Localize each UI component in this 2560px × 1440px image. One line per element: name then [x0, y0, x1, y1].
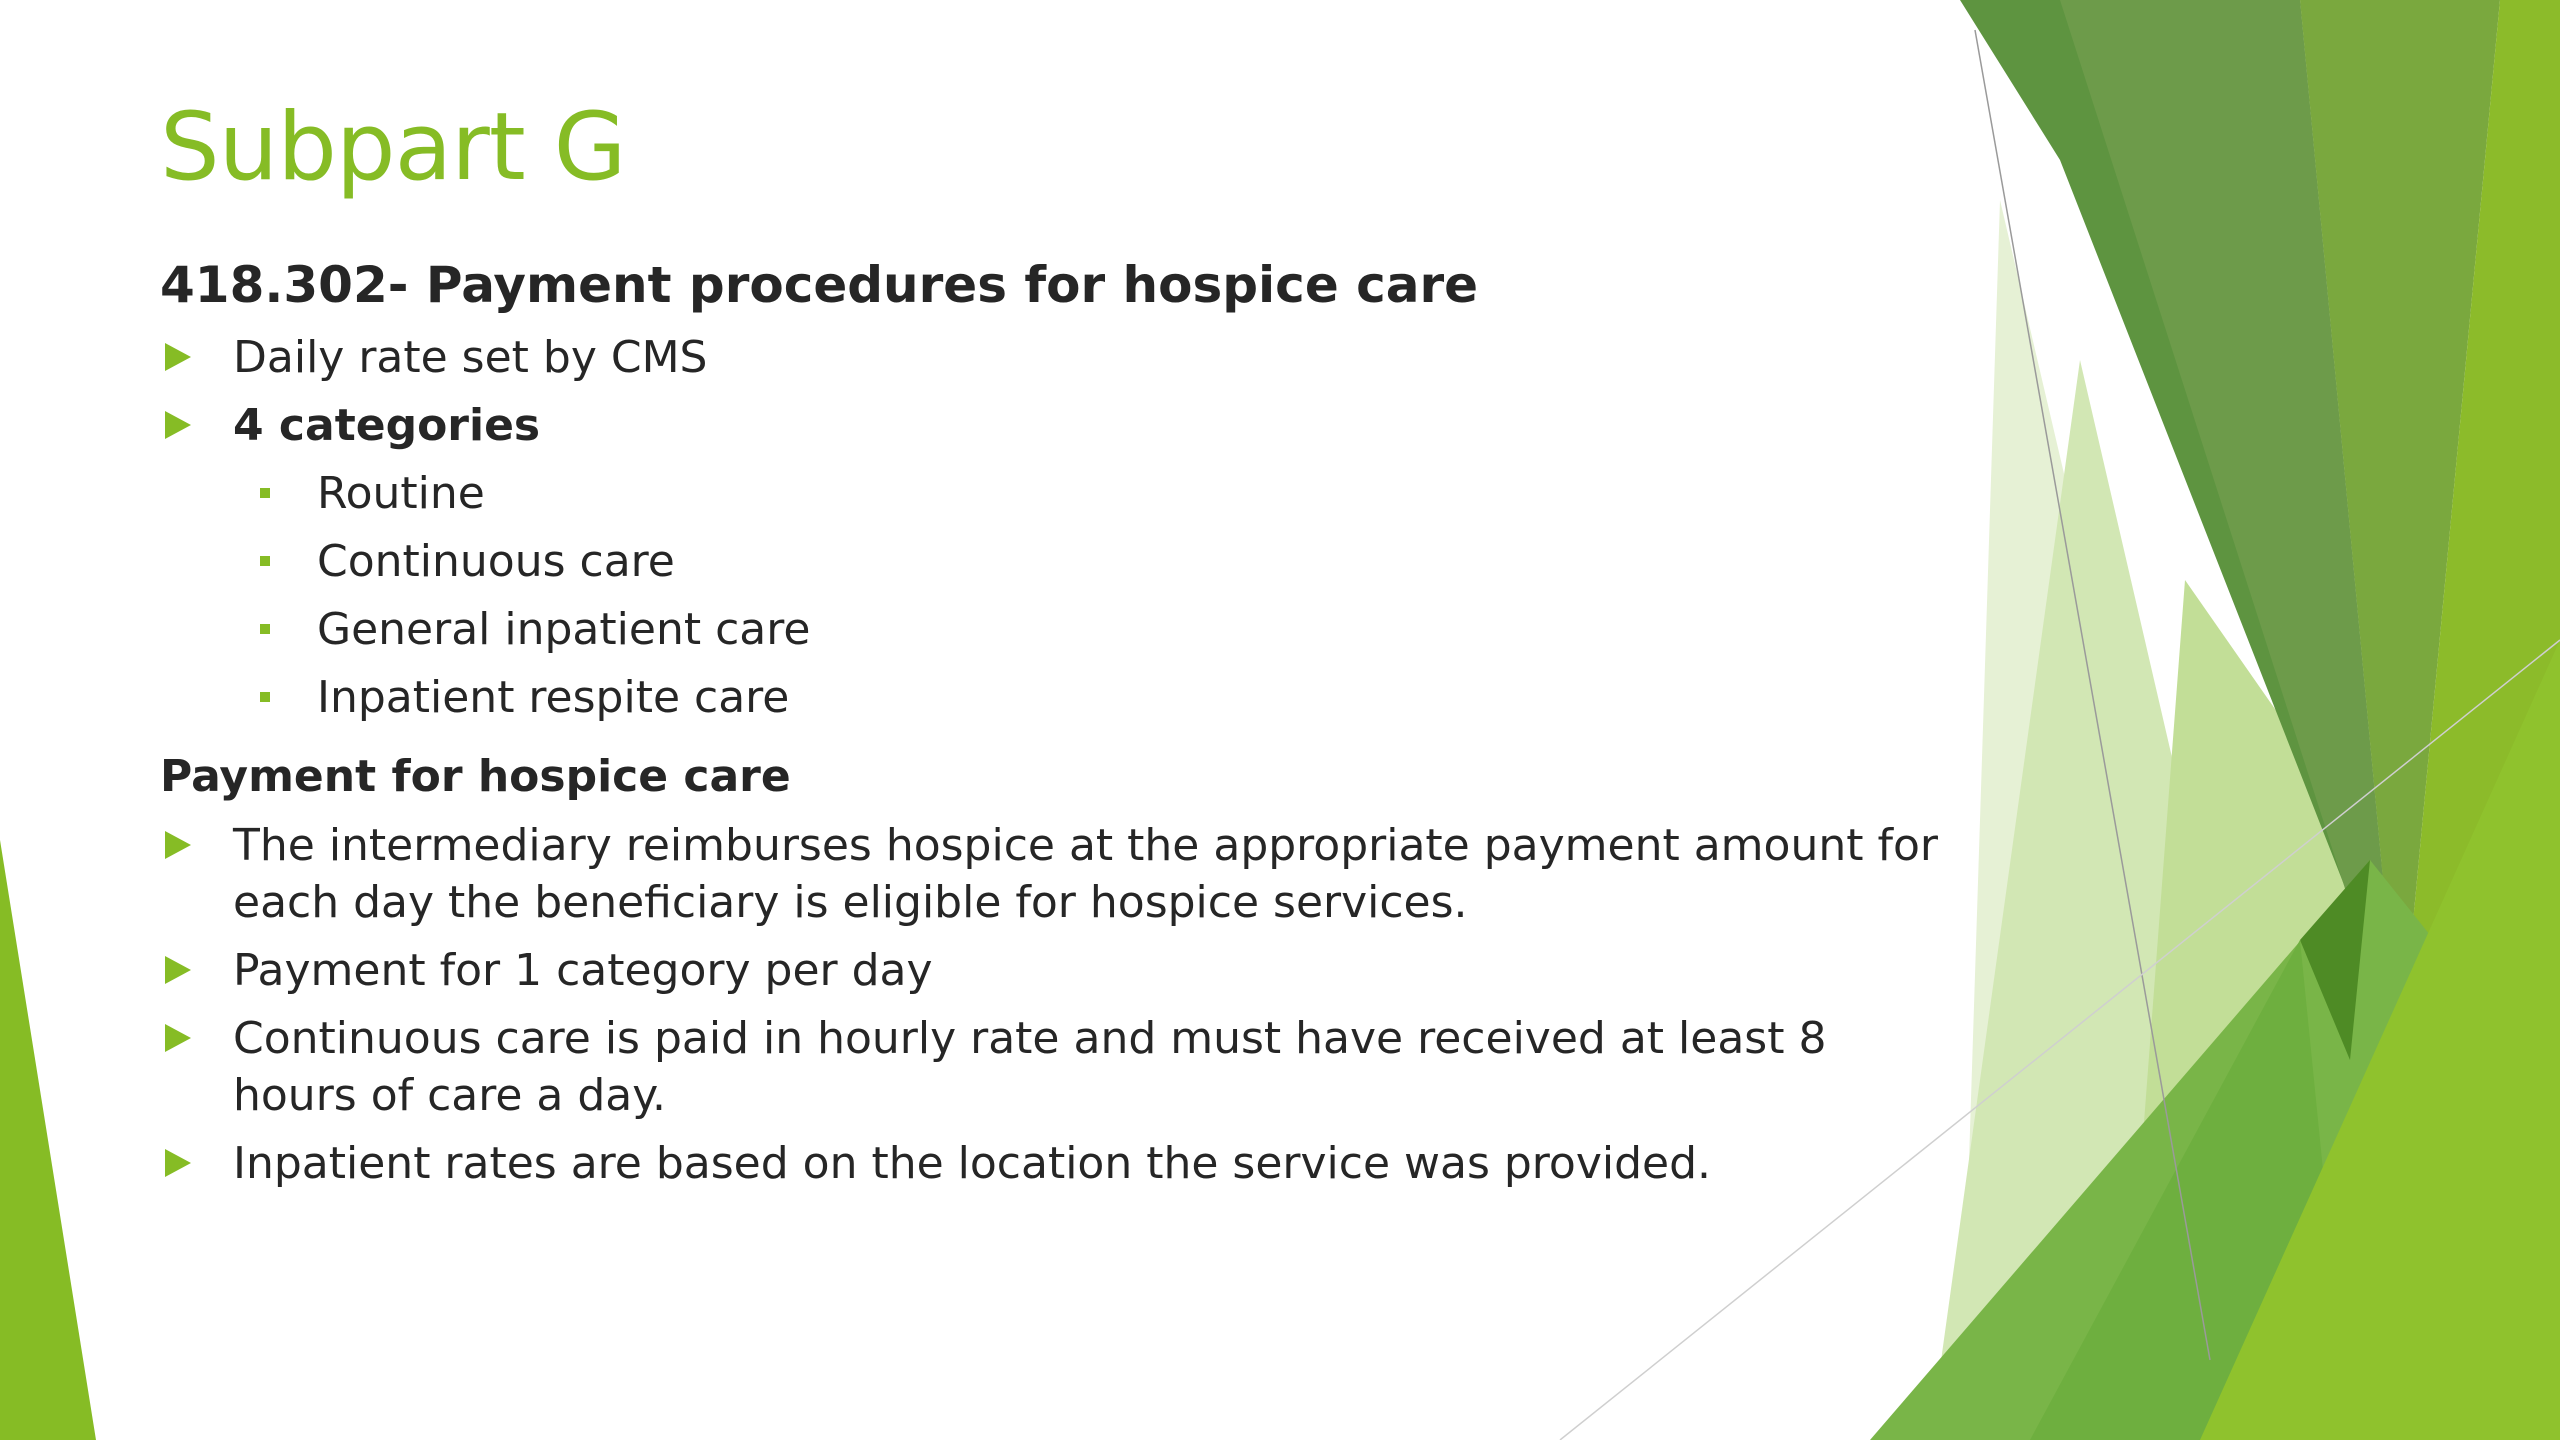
list-item	[160, 601, 1960, 658]
list-item	[160, 329, 1960, 386]
list-item-text: General inpatient care	[317, 604, 811, 655]
payment-for-hospice-list	[160, 817, 1960, 1192]
list-item	[160, 1010, 1960, 1124]
square-bullet-icon	[260, 624, 270, 634]
payment-procedures-list	[160, 329, 1960, 454]
categories-list	[160, 465, 1960, 726]
arrow-bullet-icon	[165, 343, 191, 371]
slide-title: Subpart G	[160, 93, 626, 202]
list-item	[160, 1135, 1960, 1192]
list-item-text: Daily rate set by CMS	[233, 332, 708, 383]
slide-content	[160, 248, 1960, 1203]
list-item-text: The intermediary reimburses hospice at the appropriate payment amount for each day the beneficiary is eligible for hospice services.	[233, 820, 1938, 928]
arrow-bullet-icon	[165, 1149, 191, 1177]
section-heading-payment-for-hospice: Payment for hospice care	[160, 751, 791, 802]
square-bullet-icon	[260, 692, 270, 702]
square-bullet-icon	[260, 488, 270, 498]
list-item	[160, 669, 1960, 726]
arrow-bullet-icon	[165, 831, 191, 859]
list-item	[160, 942, 1960, 999]
list-item-text: Inpatient rates are based on the location the service was provided.	[233, 1138, 1712, 1189]
list-item-text: Routine	[317, 468, 485, 519]
list-item	[160, 465, 1960, 522]
arrow-bullet-icon	[165, 411, 191, 439]
list-item-text: Payment for 1 category per day	[233, 945, 933, 996]
list-item	[160, 817, 1960, 931]
list-item-text: Continuous care	[317, 536, 675, 587]
arrow-bullet-icon	[165, 1024, 191, 1052]
list-item-text: Continuous care is paid in hourly rate and must have received at least 8 hours of care a day.	[233, 1013, 1827, 1121]
list-item	[160, 397, 1960, 454]
arrow-bullet-icon	[165, 956, 191, 984]
left-facet	[0, 840, 96, 1440]
list-item-text: 4 categories	[233, 400, 541, 451]
square-bullet-icon	[260, 556, 270, 566]
section-heading-payment-procedures: 418.302- Payment procedures for hospice care	[160, 256, 1479, 314]
list-item	[160, 533, 1960, 590]
list-item-text: Inpatient respite care	[317, 672, 790, 723]
